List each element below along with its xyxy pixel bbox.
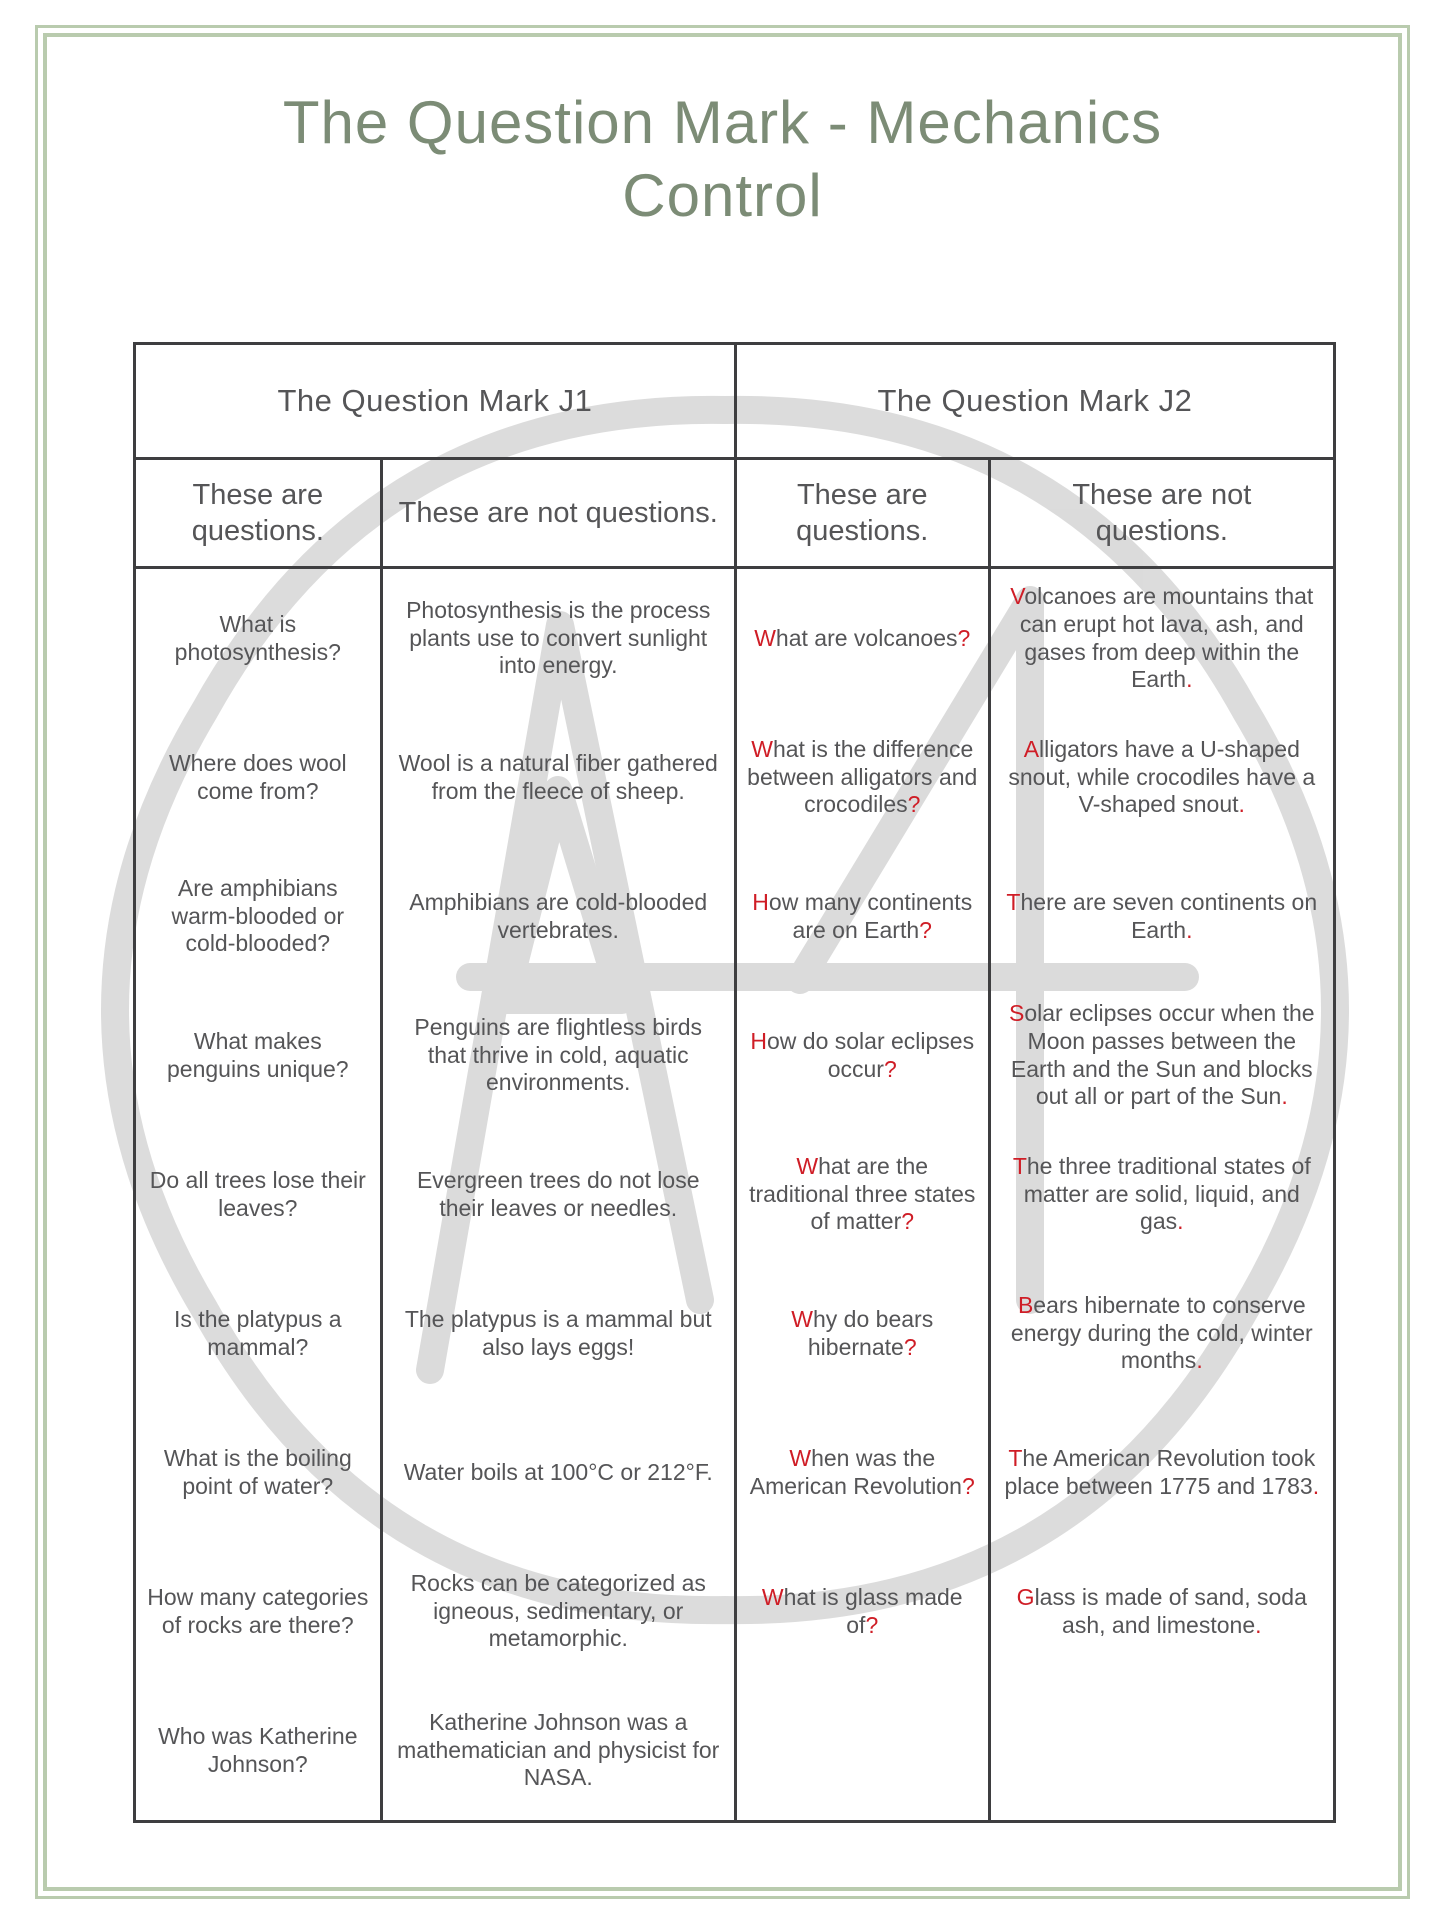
highlighted-capital: W (754, 624, 776, 651)
j2-statement-text: The three traditional states of matter are solid, liquid, and gas. (1012, 1153, 1311, 1235)
j1-statement-text: Water boils at 100°C or 212°F. (403, 1458, 713, 1485)
cell-j1-statement (383, 1125, 737, 1264)
j1-question-text: Are amphibians warm-blooded or cold-blooded? (171, 875, 345, 957)
highlighted-capital: W (761, 1583, 784, 1610)
cell-j2-question (737, 847, 991, 986)
highlighted-capital: T (1012, 1153, 1027, 1180)
j1-question-text: Is the platypus a mammal? (174, 1305, 342, 1360)
cell-j1-question (136, 1264, 383, 1403)
highlighted-capital: H (750, 1027, 767, 1054)
highlighted-punctuation: . (1312, 1472, 1320, 1499)
highlighted-punctuation: . (1255, 1611, 1262, 1638)
cell-j2-question (737, 986, 991, 1125)
highlighted-punctuation: ? (957, 624, 971, 651)
highlighted-capital: V (1010, 583, 1025, 610)
highlighted-punctuation: ? (901, 1208, 915, 1235)
highlighted-capital: W (789, 1444, 812, 1471)
j2-statement-text: Bears hibernate to conserve energy during the cold, winter months. (1010, 1292, 1313, 1374)
highlighted-punctuation: ? (907, 791, 921, 818)
j1-question-text: Do all trees lose their leaves? (149, 1166, 366, 1221)
cell-j1-statement (383, 1264, 737, 1403)
j1-question-text: What is the boiling point of water? (163, 1444, 352, 1499)
cell-j2-statement (991, 847, 1333, 986)
highlighted-punctuation: . (1238, 791, 1245, 818)
highlighted-punctuation: ? (883, 1055, 897, 1082)
highlighted-punctuation: ? (865, 1611, 879, 1638)
cell-j1-statement (383, 1542, 737, 1681)
highlighted-punctuation: ? (919, 916, 932, 943)
j1-question-text: What makes penguins unique? (166, 1027, 349, 1082)
cell-j1-statement (383, 847, 737, 986)
j1-statement-text: Penguins are flightless birds that thrive in cold, aquatic environments. (414, 1014, 703, 1096)
j2-question-text: What are volcanoes? (754, 624, 971, 651)
j2-statement-text: Volcanoes are mountains that can erupt hot lava, ash, and gases from deep within the Earth. (1010, 583, 1314, 693)
j1-statement-text: Rocks can be categorized as igneous, sedimentary, or metamorphic. (410, 1570, 706, 1652)
j2-question-text: How many continents are on Earth? (752, 888, 973, 943)
j1-statement-text: Katherine Johnson was a mathematician and physicist for NASA. (397, 1709, 720, 1791)
j2-statement-text: There are seven continents on Earth. (1006, 888, 1318, 943)
column-header-j2-statements: These are not questions. (1072, 478, 1252, 547)
cell-j1-statement (383, 1681, 737, 1820)
cell-j2-question (737, 708, 991, 847)
j2-question-text: What is glass made of? (761, 1583, 963, 1638)
page-title-line-2: Control (622, 162, 823, 230)
table-group-header-row (136, 345, 1333, 460)
j2-statement-text: The American Revolution took place between 1775 and 1783. (1004, 1444, 1320, 1499)
page-title (0, 86, 1445, 232)
cell-j2-statement (991, 708, 1333, 847)
j1-question-text: Where does wool come from? (168, 749, 347, 804)
page-title-line-1: The Question Mark - Mechanics (282, 89, 1163, 156)
highlighted-capital: W (796, 1153, 819, 1180)
cell-j2-statement (991, 1264, 1333, 1403)
cell-j2-question (737, 1542, 991, 1681)
j2-question-text: How do solar eclipses occur? (750, 1027, 975, 1082)
cell-j1-question (136, 708, 383, 847)
cell-j1-statement (383, 569, 737, 708)
cell-j2-statement (991, 1542, 1333, 1681)
highlighted-capital: S (1009, 1000, 1025, 1027)
table-body (136, 569, 1333, 1820)
highlighted-capital: T (1008, 1444, 1023, 1471)
highlighted-capital: W (751, 736, 773, 763)
j1-question-text: Who was Katherine Johnson? (158, 1722, 358, 1777)
cell-j2-statement (991, 1125, 1333, 1264)
j1-statement-text: Amphibians are cold-blooded vertebrates. (409, 888, 708, 943)
j1-question-text: How many categories of rocks are there? (147, 1583, 369, 1638)
column-header-j1-questions: These are questions. (136, 460, 383, 566)
cell-j1-question (136, 1403, 383, 1542)
cell-j1-question (136, 1125, 383, 1264)
cell-j1-statement (383, 708, 737, 847)
j2-statement-text: Alligators have a U-shaped snout, while crocodiles have a V-shaped snout. (1008, 736, 1316, 818)
cell-j1-question (136, 569, 383, 708)
cell-j1-question (136, 1542, 383, 1681)
highlighted-capital: G (1016, 1583, 1035, 1610)
j2-statement-text: Glass is made of sand, soda ash, and limestone. (1016, 1583, 1307, 1638)
column-header-j1-statements: These are not questions. (383, 460, 737, 566)
highlighted-capital: H (752, 888, 769, 915)
cell-j1-question (136, 986, 383, 1125)
j2-question-text: Why do bears hibernate? (791, 1305, 934, 1360)
highlighted-punctuation: . (1196, 1347, 1203, 1374)
highlighted-punctuation: . (1281, 1083, 1288, 1110)
cell-j2-statement (991, 569, 1333, 708)
cell-j2-statement (991, 1403, 1333, 1542)
highlighted-capital: W (791, 1305, 813, 1332)
highlighted-capital: B (1017, 1292, 1034, 1319)
cell-j1-statement (383, 986, 737, 1125)
highlighted-punctuation: ? (961, 1472, 975, 1499)
cell-j2-question (737, 569, 991, 708)
j2-statement-text: Solar eclipses occur when the Moon passes between the Earth and the Sun and blocks out all or part of the Sun. (1009, 1000, 1315, 1110)
cell-j1-question (136, 847, 383, 986)
questions-table (133, 342, 1336, 1823)
cell-j2-question (737, 1125, 991, 1264)
group-header-j1: The Question Mark J1 (136, 345, 737, 457)
j1-statement-text: Photosynthesis is the process plants use to convert sunlight into energy. (406, 597, 711, 679)
cell-j2-question (737, 1403, 991, 1542)
highlighted-punctuation: . (1186, 916, 1193, 943)
highlighted-capital: T (1006, 888, 1021, 915)
cell-j2-statement (991, 986, 1333, 1125)
j2-question-text: What is the difference between alligators and crocodiles? (747, 736, 978, 818)
j1-statement-text: Wool is a natural fiber gathered from the fleece of sheep. (398, 749, 718, 804)
cell-j2-question (737, 1681, 991, 1820)
highlighted-capital: A (1023, 736, 1040, 763)
column-header-j2-questions: These are questions. (737, 460, 991, 566)
cell-j1-statement (383, 1403, 737, 1542)
cell-j2-question (737, 1264, 991, 1403)
cell-j1-question (136, 1681, 383, 1820)
j1-statement-text: Evergreen trees do not lose their leaves or needles. (416, 1166, 700, 1221)
j1-question-text: What is photosynthesis? (174, 610, 341, 665)
group-header-j2: The Question Mark J2 (877, 383, 1193, 418)
j2-question-text: When was the American Revolution? (749, 1444, 975, 1499)
j1-statement-text: The platypus is a mammal but also lays eggs! (404, 1305, 712, 1360)
highlighted-punctuation: ? (903, 1333, 917, 1360)
cell-j2-statement (991, 1681, 1333, 1820)
j2-question-text: What are the traditional three states of matter? (749, 1153, 976, 1235)
highlighted-punctuation: . (1177, 1208, 1184, 1235)
table-column-header-row (136, 460, 1333, 569)
highlighted-punctuation: . (1186, 666, 1193, 693)
